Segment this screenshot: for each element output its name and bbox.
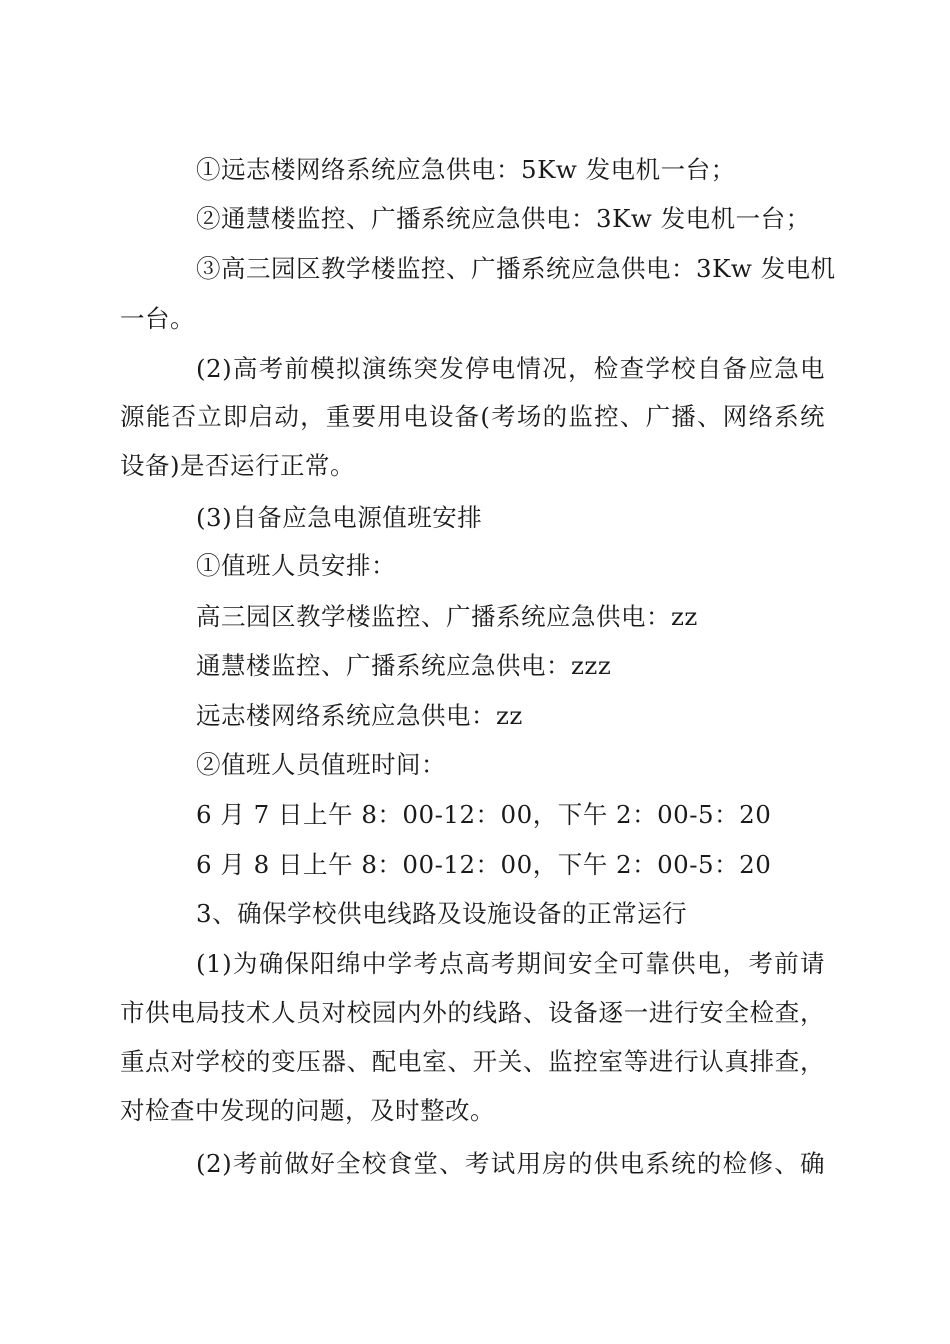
line-2-generator-tonghui: ②通慧楼监控、广播系统应急供电：3Kw 发电机一台；	[196, 204, 811, 233]
line-4-continuation: 一台。	[120, 304, 195, 333]
line-13-duty-time: ②值班人员值班时间：	[196, 750, 446, 779]
line-15-june8: 6 月 8 日上午 8：00-12：00，下午 2：00-5：20	[196, 850, 772, 879]
line-8-duty-heading: (3)自备应急电源值班安排	[196, 503, 483, 532]
line-3-generator-gaosan: ③高三园区教学楼监控、广播系统应急供电：3Kw 发电机	[196, 254, 836, 283]
line-7-drill-end: 设备)是否运行正常。	[120, 451, 356, 480]
line-14-june7: 6 月 7 日上午 8：00-12：00，下午 2：00-5：20	[196, 800, 772, 829]
line-12-staff-yuanzhi: 远志楼网络系统应急供电：zz	[196, 701, 523, 730]
line-19-inspection-cont: 重点对学校的变压器、配电室、开关、监控室等进行认真排查，	[120, 1047, 825, 1076]
line-1-generator-yuanzhi: ①远志楼网络系统应急供电：5Kw 发电机一台；	[196, 155, 736, 184]
line-16-section-3-heading: 3、确保学校供电线路及设施设备的正常运行	[196, 899, 688, 928]
line-18-inspection-cont: 市供电局技术人员对校园内外的线路、设备逐一进行安全检查，	[120, 998, 825, 1027]
line-9-duty-staff: ①值班人员安排：	[196, 551, 396, 580]
line-6-drill-cont: 源能否立即启动，重要用电设备(考场的监控、广播、网络系统	[120, 402, 825, 431]
line-20-inspection-end: 对检查中发现的问题，及时整改。	[120, 1096, 495, 1125]
line-10-staff-gaosan: 高三园区教学楼监控、广播系统应急供电：zz	[196, 602, 698, 631]
line-5-drill: (2)高考前模拟演练突发停电情况，检查学校自备应急电	[196, 354, 825, 383]
line-21-maintenance: (2)考前做好全校食堂、考试用房的供电系统的检修、确	[196, 1149, 825, 1178]
line-11-staff-tonghui: 通慧楼监控、广播系统应急供电：zzz	[196, 651, 612, 680]
line-17-inspection: (1)为确保阳绵中学考点高考期间安全可靠供电，考前请	[196, 949, 825, 978]
